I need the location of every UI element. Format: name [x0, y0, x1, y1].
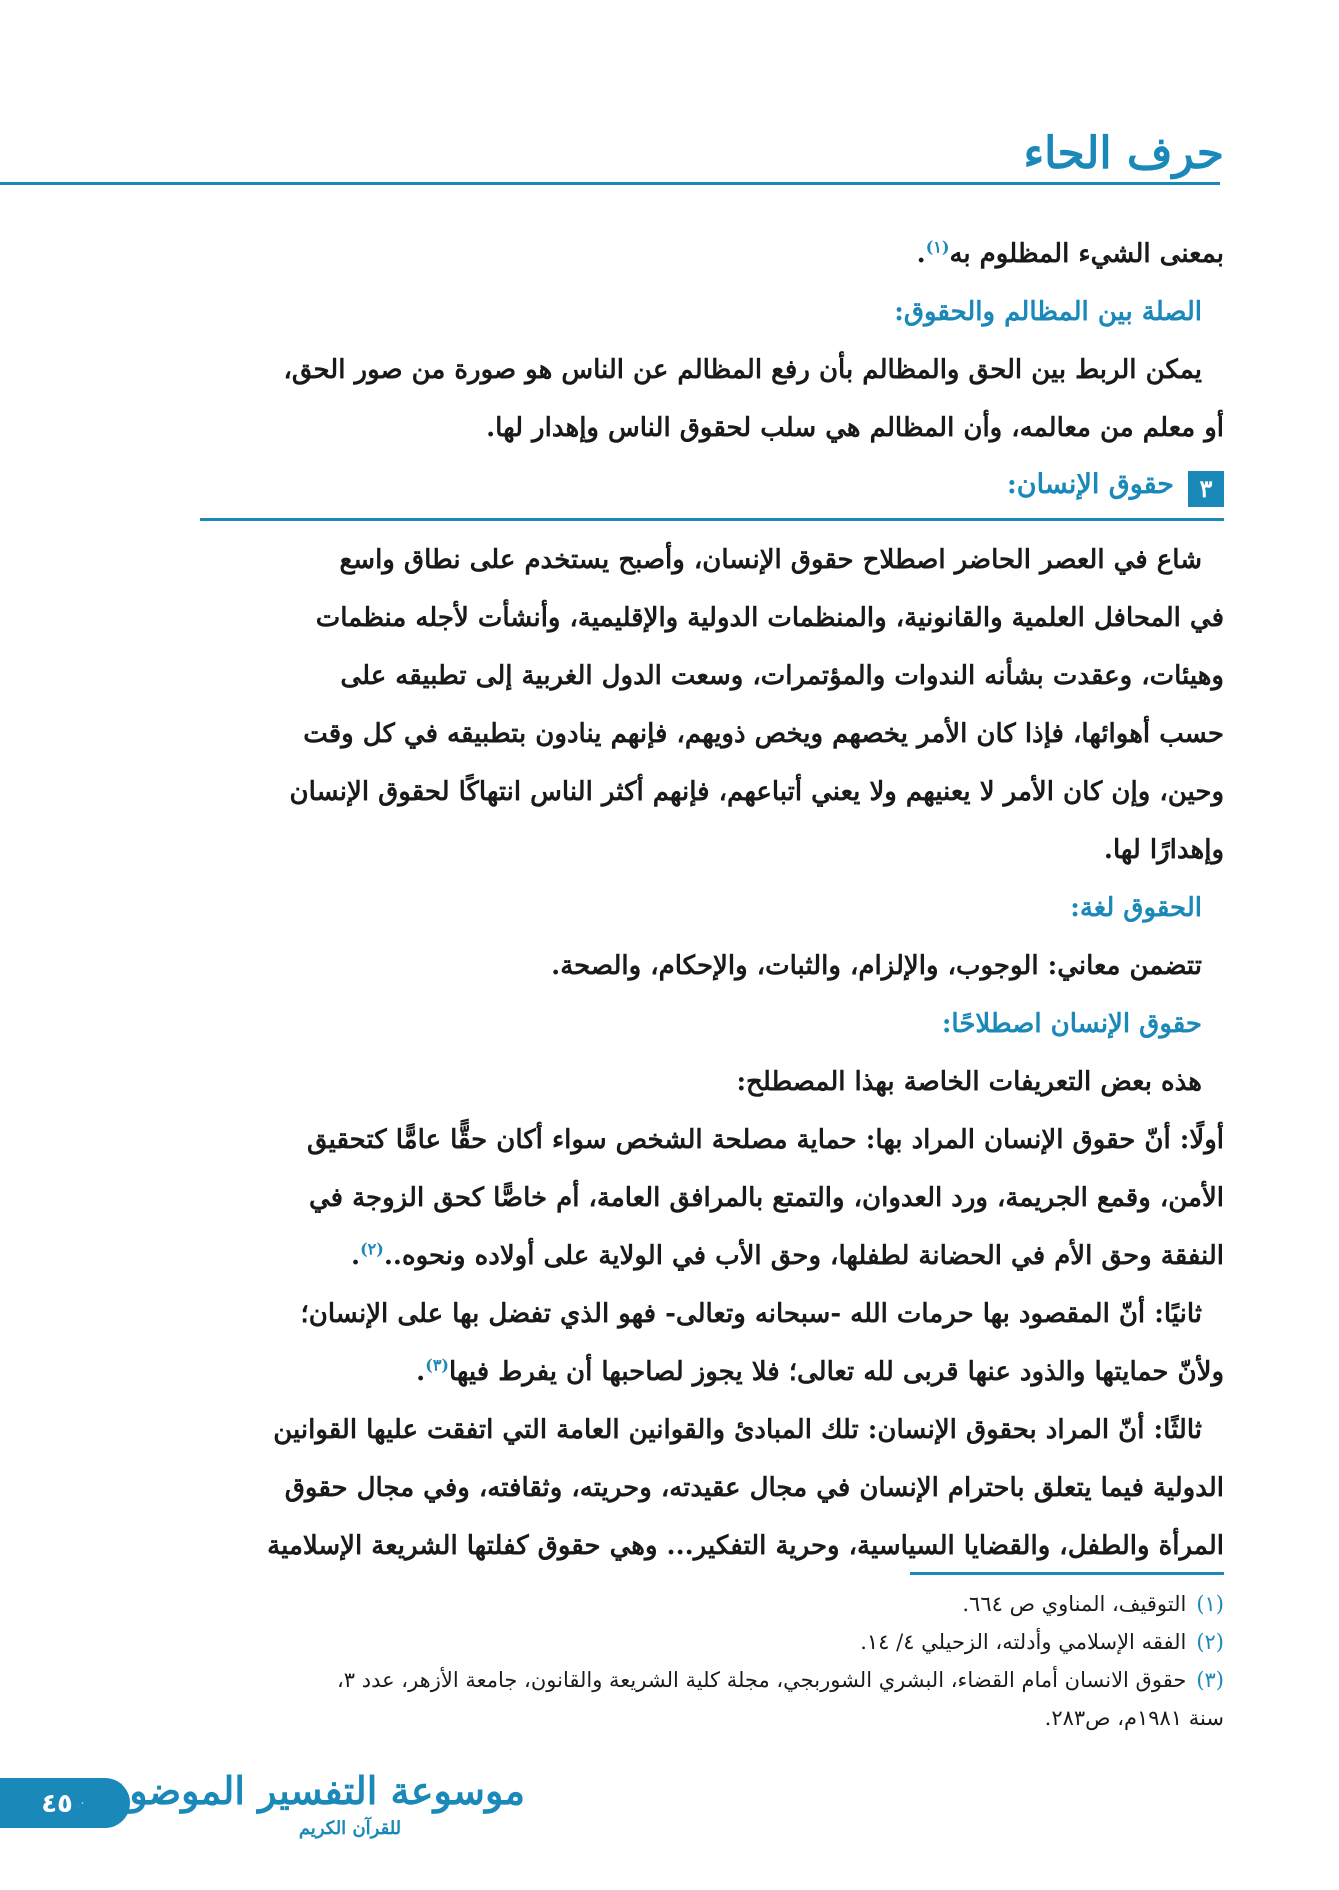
text-line: حسب أهوائها، فإذا كان الأمر يخصهم ويخص ذويهم، فإنهم ينادون بتطبيقه في كل وقت	[303, 719, 1224, 749]
text-line: هذه بعض التعريفات الخاصة بهذا المصطلح:	[736, 1067, 1202, 1097]
text-line: وهيئات، وعقدت بشأنه الندوات والمؤتمرات، وسعت الدول الغربية إلى تطبيقه على	[340, 661, 1224, 691]
section-number-badge: ٣	[1188, 471, 1224, 507]
text-line: في المحافل العلمية والقانونية، والمنظمات الدولية والإقليمية، وأنشأت لأجله منظمات	[315, 603, 1224, 633]
header-rule	[0, 182, 1220, 185]
text-line: تتضمن معاني: الوجوب، والإلزام، والثبات، والإحكام، والصحة.	[551, 951, 1202, 981]
text-line: بمعنى الشيء المظلوم به$^{(١)}$.	[916, 237, 1224, 269]
section-rule	[200, 518, 1224, 521]
text-line: ولأنّ حمايتها والذود عنها قربى لله تعالى؛ فلا يجوز لصاحبها أن يفرط فيها$^{(٣)}$.	[416, 1355, 1224, 1387]
running-header-title: حرف الحاء	[1023, 128, 1224, 179]
text-line: ثالثًا: أنّ المراد بحقوق الإنسان: تلك المبادئ والقوانين العامة التي اتفقت عليها القوانين	[273, 1415, 1202, 1445]
definition-label: ثانيًا:	[1154, 1299, 1202, 1329]
encyclopedia-logo	[74, 1768, 525, 1848]
footnote: (١)التوقيف، المناوي ص ٦٦٤.	[962, 1592, 1224, 1616]
footnote-continuation: سنة ١٩٨١م، ص٢٨٣.	[1044, 1706, 1224, 1730]
text-line: أو معلم من معالمه، وأن المظالم هي سلب لحقوق الناس وإهدار لها.	[486, 413, 1224, 443]
text-line: ثانيًا: أنّ المقصود بها حرمات الله -سبحانه وتعالى- فهو الذي تفضل بها على الإنسان؛	[300, 1299, 1202, 1329]
footnote-ref[interactable]: (٢)	[360, 1239, 384, 1259]
footnote-ref[interactable]: (٣)	[425, 1355, 449, 1375]
subheading-relation: الصلة بين المظالم والحقوق:	[894, 297, 1202, 327]
definition-label: ثالثًا:	[1153, 1415, 1202, 1445]
text-line: وإهدارًا لها.	[1103, 835, 1224, 865]
section-heading	[200, 463, 1224, 525]
text-line: الدولية فيما يتعلق باحترام الإنسان في مجال عقيدته، وحريته، وثقافته، وفي مجال حقوق	[284, 1473, 1224, 1503]
footnotes	[200, 1585, 1224, 1737]
text-line: وحين، وإن كان الأمر لا يعنيهم ولا يعني أتباعهم، فإنهم أكثر الناس انتهاكًا لحقوق الإنسان	[289, 777, 1224, 807]
text-line: شاع في العصر الحاضر اصطلاح حقوق الإنسان، وأصبح يستخدم على نطاق واسع	[339, 545, 1202, 575]
section-title: حقوق الإنسان:	[1006, 469, 1174, 500]
text-line: الأمن، وقمع الجريمة، ورد العدوان، والتمتع بالمرافق العامة، أم خاصًّا كحق الزوجة في	[308, 1183, 1224, 1213]
text-line: يمكن الربط بين الحق والمظالم بأن رفع المظالم عن الناس هو صورة من صور الحق،	[283, 355, 1202, 385]
footnote: (٣)حقوق الانسان أمام القضاء، البشري الشوربجي، مجلة كلية الشريعة والقانون، جامعة الأزهر، عدد ٣،	[336, 1668, 1224, 1692]
definition-label: أولًا:	[1179, 1125, 1224, 1155]
text-line: المرأة والطفل، والقضايا السياسية، وحرية التفكير... وهي حقوق كفلتها الشريعة الإسلامية	[267, 1531, 1224, 1561]
footnote: (٢)الفقه الإسلامي وأدلته، الزحيلي ٤/ ١٤.	[860, 1630, 1224, 1654]
page-number: ٤٥٠	[41, 1789, 89, 1819]
footnote-ref[interactable]: (١)	[925, 237, 950, 257]
logo-subtitle: للقرآن الكريم	[298, 1818, 402, 1839]
subheading-terminology: حقوق الإنسان اصطلاحًا:	[941, 1009, 1202, 1039]
text-line: أولًا: أنّ حقوق الإنسان المراد بها: حماية مصلحة الشخص سواء أكان حقًّا عامًّا كتحقيق	[307, 1125, 1224, 1155]
subheading-linguistic: الحقوق لغة:	[1070, 893, 1202, 923]
body-text	[200, 225, 1224, 1575]
text-line: النفقة وحق الأم في الحضانة لطفلها، وحق الأب في الولاية على أولاده ونحوه..$^{(٢)}$.	[351, 1239, 1224, 1271]
footnote-separator	[910, 1572, 1224, 1575]
logo-title: موسوعة التفسير الموضوعي	[74, 1768, 525, 1813]
